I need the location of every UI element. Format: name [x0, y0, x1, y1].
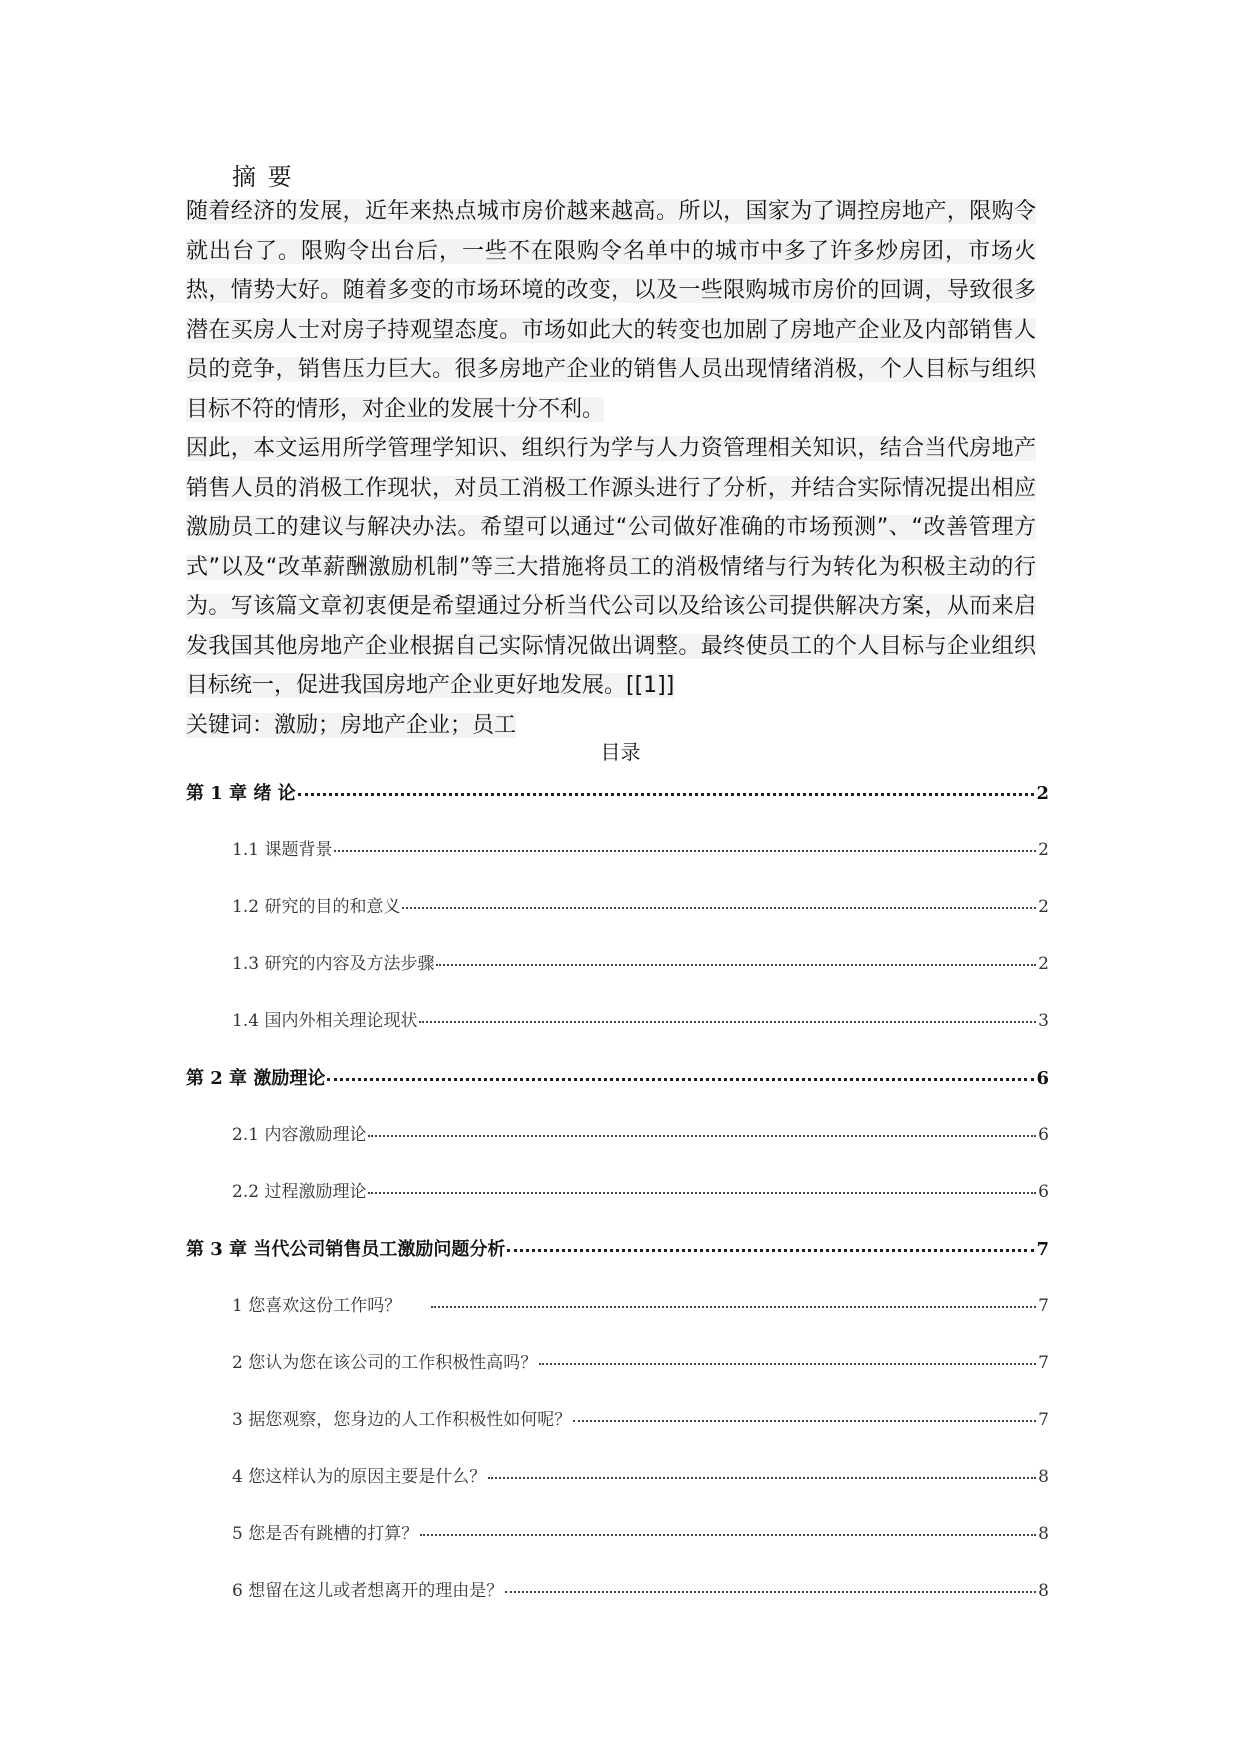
toc-entry-label: 1.4 国内外相关理论现状	[232, 1011, 418, 1031]
toc-entry-label: 4 您这样认为的原因主要是什么？	[232, 1467, 487, 1487]
toc-leader-dots	[327, 1058, 1034, 1081]
toc-entry-label: 1.1 课题背景	[232, 840, 333, 860]
abstract-title: 摘 要	[232, 163, 294, 191]
toc-leader-dots	[507, 1229, 1034, 1252]
abstract-body	[186, 192, 1036, 745]
toc-leader-dots	[488, 1457, 1036, 1479]
toc-leader-dots	[505, 1571, 1036, 1593]
toc-leader-dots	[402, 887, 1036, 909]
abstract-paragraph-1	[186, 192, 1036, 429]
toc-entry-label: 第 3 章 当代公司销售员工激励问题分析	[186, 1239, 506, 1260]
toc-entry-1-4[interactable]	[232, 1004, 1049, 1030]
toc-entry-page: 2	[1038, 954, 1049, 974]
toc-entry-2-1[interactable]	[232, 1118, 1049, 1144]
toc-entry-label: 2.2 过程激励理论	[232, 1182, 367, 1202]
toc-entry-page: 2	[1036, 783, 1049, 804]
toc-entry-page: 6	[1038, 1125, 1049, 1145]
abstract-paragraph-2	[186, 429, 1036, 706]
toc-entry-label: 2.1 内容激励理论	[232, 1125, 367, 1145]
toc-entry-chapter-3[interactable]	[186, 1232, 1049, 1258]
toc-entry-label: 1.2 研究的目的和意义	[232, 897, 401, 917]
abstract-paragraph-1-text: 随着经济的发展，近年来热点城市房价越来越高。所以，国家为了调控房地产，限购令就出台了。限购令出台后，一些不在限购令名单中的城市中多了许多炒房团，市场火热，情势大好。随着多变的市场环境的改变，以及一些限购城市房价的回调，导致很多潜在买房人士对房子持观望态度。市场如此大的转变也加剧了房地产企业及内部销售人员的竞争，销售压力巨大。很多房地产企业的销售人员出现情绪消极，个人目标与组织目标不符的情形，对企业的发展十分不利。	[186, 199, 1036, 422]
toc-entry-label: 2 您认为您在该公司的工作积极性高吗？	[232, 1353, 538, 1373]
toc-entry-label: 第 1 章 绪 论	[186, 783, 296, 804]
toc-entry-3-q6[interactable]	[232, 1574, 1049, 1600]
toc-entry-page: 7	[1038, 1410, 1049, 1430]
toc-entry-1-1[interactable]	[232, 833, 1049, 859]
toc-entry-3-q5[interactable]	[232, 1517, 1049, 1543]
toc-leader-dots	[573, 1400, 1036, 1422]
toc-entry-2-2[interactable]	[232, 1175, 1049, 1201]
toc-leader-dots	[419, 1001, 1036, 1023]
toc-entry-label: 第 2 章 激励理论	[186, 1068, 326, 1089]
toc-entry-page: 7	[1038, 1353, 1049, 1373]
toc-entry-page: 7	[1038, 1296, 1049, 1316]
toc-leader-dots	[334, 830, 1036, 852]
toc-entry-3-q3[interactable]	[232, 1403, 1049, 1429]
toc-entry-page: 8	[1038, 1581, 1049, 1601]
toc-entry-1-3[interactable]	[232, 947, 1049, 973]
toc-entry-page: 3	[1038, 1011, 1049, 1031]
toc-entry-page: 8	[1038, 1467, 1049, 1487]
toc-leader-dots	[436, 944, 1036, 966]
toc-entry-page: 7	[1036, 1239, 1049, 1260]
toc-title: 目录	[600, 740, 641, 764]
toc-leader-dots	[298, 773, 1035, 796]
toc-entry-page: 2	[1038, 840, 1049, 860]
keywords-text: 关键词：激励；房地产企业；员工	[186, 712, 517, 738]
toc-entry-3-q2[interactable]	[232, 1346, 1049, 1372]
abstract-paragraph-2-text: 因此，本文运用所学管理学知识、组织行为学与人力资管理相关知识，结合当代房地产销售人员的消极工作现状，对员工消极工作源头进行了分析，并结合实际情况提出相应激励员工的建议与解决办法。希望可以通过“公司做好准确的市场预测”、“改善管理方式”以及“改革薪酬激励机制”等三大措施将员工的消极情绪与行为转化为积极主动的行为。写该篇文章初衷便是希望通过分析当代公司以及给该公司提供解决方案，从而来启发我国其他房地产企业根据自己实际情况做出调整。最终使员工的个人目标与企业组织目标统一，促进我国房地产企业更好地发展。[[1]]	[186, 436, 1036, 698]
toc-entry-page: 6	[1036, 1068, 1049, 1089]
toc-entry-label: 5 您是否有跳槽的打算？	[232, 1524, 419, 1544]
toc-entry-chapter-1[interactable]	[186, 776, 1049, 802]
toc-entry-label: 1 您喜欢这份工作吗？	[232, 1296, 402, 1316]
toc-leader-dots	[539, 1343, 1036, 1365]
toc-entry-page: 6	[1038, 1182, 1049, 1202]
toc-entry-page: 8	[1038, 1524, 1049, 1544]
toc-entry-chapter-2[interactable]	[186, 1061, 1049, 1087]
toc-leader-dots	[368, 1172, 1036, 1194]
toc-entry-page: 2	[1038, 897, 1049, 917]
toc-leader-dots	[420, 1514, 1036, 1536]
toc-entry-1-2[interactable]	[232, 890, 1049, 916]
toc-entry-3-q1[interactable]	[232, 1289, 1049, 1315]
toc-entry-label: 3 据您观察，您身边的人工作积极性如何呢？	[232, 1410, 572, 1430]
toc-entry-label: 6 想留在这儿或者想离开的理由是？	[232, 1581, 504, 1601]
toc-entry-3-q4[interactable]	[232, 1460, 1049, 1486]
toc-leader-dots	[368, 1115, 1036, 1137]
toc-entry-label: 1.3 研究的内容及方法步骤	[232, 954, 435, 974]
toc-leader-dots	[431, 1286, 1036, 1308]
